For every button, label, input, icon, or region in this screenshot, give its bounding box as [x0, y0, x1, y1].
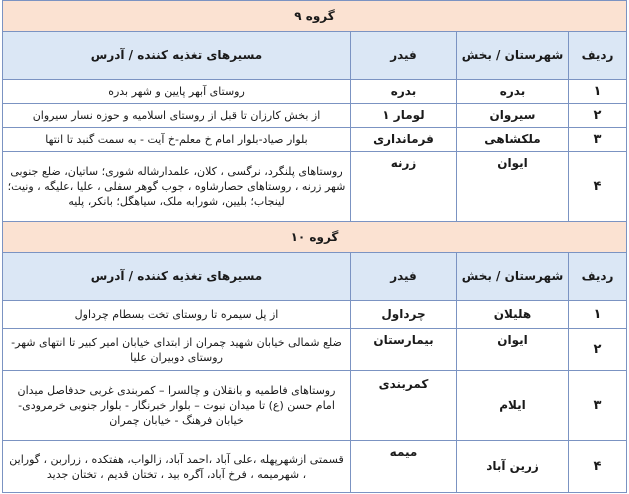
cell-radif: ۴ — [569, 441, 627, 493]
col-header-radif: ردیف — [569, 253, 627, 301]
cell-city: ملکشاهی — [457, 128, 569, 152]
group-title: گروه ۹ — [3, 1, 627, 32]
table-row — [3, 329, 627, 371]
col-header-city: شهرستان / بخش — [457, 32, 569, 80]
cell-city: سیروان — [457, 104, 569, 128]
cell-city: زرین آباد — [457, 441, 569, 493]
cell-radif: ۲ — [569, 104, 627, 128]
cell-paths: از بخش کارزان تا قبل از روستای اسلامیه و حوزه نسار سیروان — [3, 104, 351, 128]
cell-radif: ۲ — [569, 329, 627, 371]
cell-paths: قسمتی ازشهرپهله ،علی آباد ،احمد آباد، زالواب، هفتکده ، زراربن ، گوراین ، شهرمیمه ، فرخ آباد، آگره بید ، تختان قدیم ، تختان جدید — [3, 441, 351, 493]
cell-city: بدره — [457, 80, 569, 104]
cell-city: ایوان — [457, 329, 569, 371]
cell-paths: روستای آبهر پایین و شهر بدره — [3, 80, 351, 104]
table-row — [3, 104, 627, 128]
table-row — [3, 441, 627, 493]
table-row — [3, 371, 627, 441]
cell-radif: ۴ — [569, 152, 627, 222]
cell-city: ایوان — [457, 152, 569, 222]
col-header-paths: مسیرهای تغذیه کننده / آدرس — [3, 32, 351, 80]
table-row — [3, 301, 627, 329]
cell-paths: روستاهای پلنگرد، نرگسی ، کلان، علمدارشاله شوری؛ ساتیان، ضلع جنوبی شهر زرنه ، روستاهای حصارشاوه ، جوب گوهر سفلی ، علیا ،علیگه ، ونیت؛ لینجاب؛ بلیین، شورابه ملک، سیاهگل؛ بانکر، پلیه — [3, 152, 351, 222]
col-header-city: شهرستان / بخش — [457, 253, 569, 301]
cell-radif: ۳ — [569, 128, 627, 152]
col-header-paths: مسیرهای تغذیه کننده / آدرس — [3, 253, 351, 301]
cell-city: ایلام — [457, 371, 569, 441]
header-row — [3, 253, 627, 301]
group-title-row — [3, 222, 627, 253]
cell-radif: ۱ — [569, 301, 627, 329]
cell-feeder: زرنه — [351, 152, 457, 222]
header-row — [3, 32, 627, 80]
table-row — [3, 152, 627, 222]
cell-paths: از پل سیمره تا روستای تخت بسطام چرداول — [3, 301, 351, 329]
group-title-row — [3, 1, 627, 32]
col-header-radif: ردیف — [569, 32, 627, 80]
table-row — [3, 128, 627, 152]
cell-feeder: بدره — [351, 80, 457, 104]
table-row — [3, 80, 627, 104]
group-title: گروه ۱۰ — [3, 222, 627, 253]
cell-feeder: بیمارستان — [351, 329, 457, 371]
cell-feeder: لومار ۱ — [351, 104, 457, 128]
cell-feeder: فرمانداری — [351, 128, 457, 152]
cell-paths: ضلع شمالی خیابان شهید چمران از ابتدای خیابان امیر کبیر تا انتهای شهر- روستای دوبیران علیا — [3, 329, 351, 371]
cell-paths: روستاهای فاطمیه و بانقلان و چالسرا – کمربندی غربی حدفاصل میدان امام حسن (ع) تا میدان نبوت – بلوار خبرنگار - بلوار جنوبی خرمرودی-خیابان فرهنگ - خیابان چمران — [3, 371, 351, 441]
cell-radif: ۳ — [569, 371, 627, 441]
col-header-feeder: فیدر — [351, 253, 457, 301]
cell-feeder: چرداول — [351, 301, 457, 329]
feeder-schedule-table — [2, 0, 627, 493]
col-header-feeder: فیدر — [351, 32, 457, 80]
cell-feeder: میمه — [351, 441, 457, 493]
cell-feeder: کمربندی — [351, 371, 457, 441]
cell-radif: ۱ — [569, 80, 627, 104]
cell-paths: بلوار صیاد-بلوار امام خ معلم-خ آیت - به سمت گنبد تا انتها — [3, 128, 351, 152]
cell-city: هلیلان — [457, 301, 569, 329]
